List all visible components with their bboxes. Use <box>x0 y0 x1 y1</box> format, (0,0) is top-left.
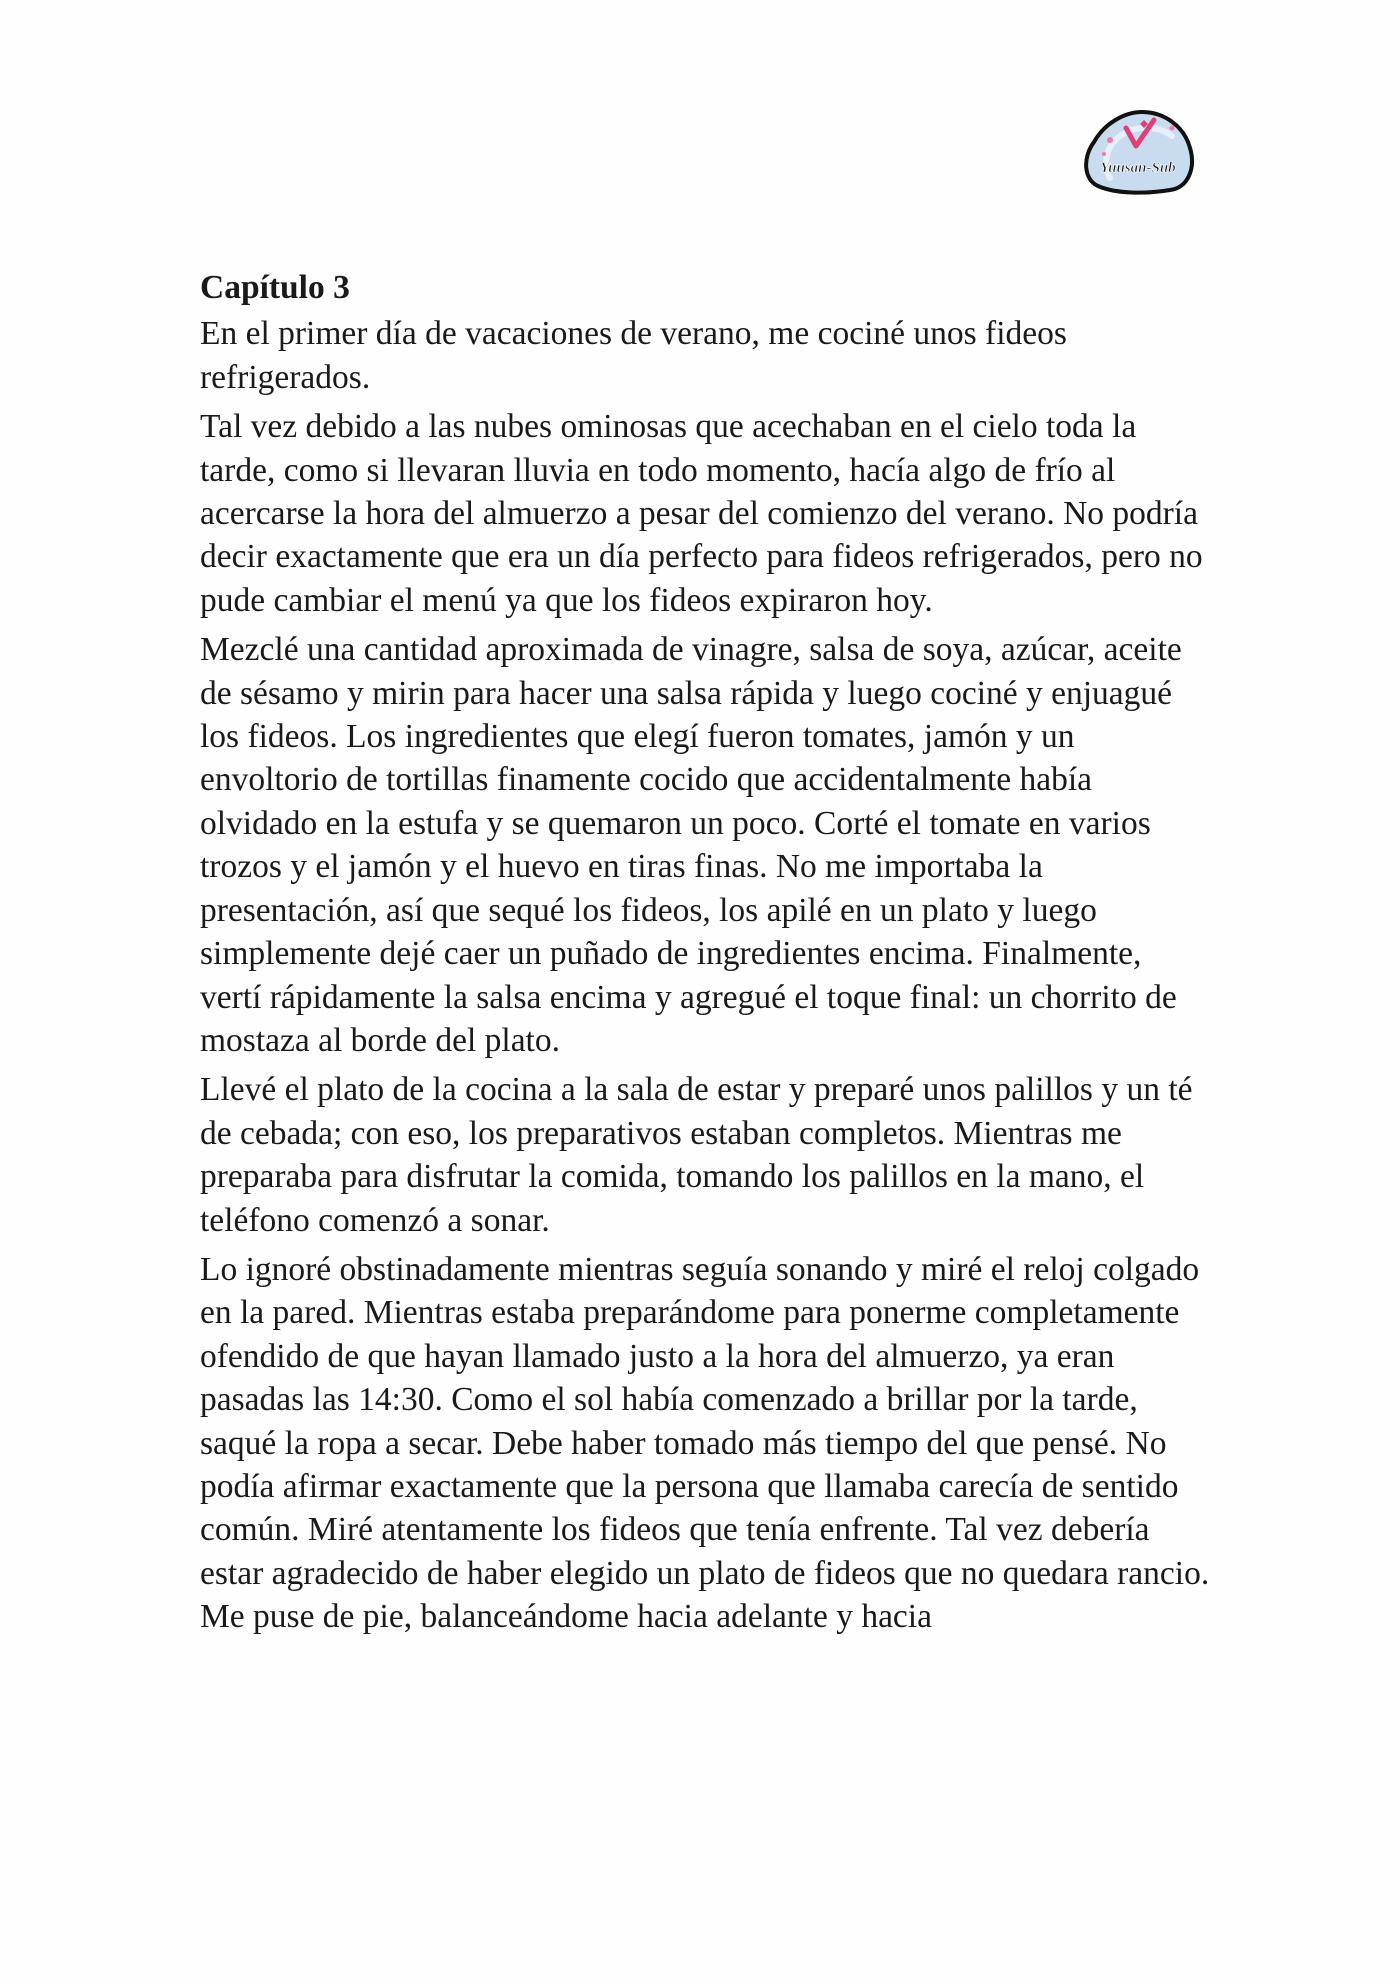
logo-text: Yuusan-Sub <box>1100 160 1176 176</box>
chapter-body <box>200 266 1210 1645</box>
watermark-logo <box>1080 106 1196 196</box>
yuusan-sub-logo-icon <box>1080 106 1196 196</box>
paragraph: Mezclé una cantidad aproximada de vinagre, salsa de soya, azúcar, aceite de sésamo y mirin para hacer una salsa rápida y luego cociné y enjuagué los fideos. Los ingredientes que elegí fueron tomates, jamón y un envoltorio de tortillas finamente cocido que accidentalmente había olvidado en la estufa y se quemaron un poco. Corté el tomate en varios trozos y el jamón y el huevo en tiras finas. No me importaba la presentación, así que sequé los fideos, los apilé en un plato y luego simplemente dejé caer un puñado de ingredientes encima. Finalmente, vertí rápidamente la salsa encima y agregué el toque final: un chorrito de mostaza al borde del plato. <box>200 631 1182 1059</box>
paragraph: Llevé el plato de la cocina a la sala de estar y preparé unos palillos y un té de cebada; con eso, los preparativos estaban completos. Mientras me preparaba para disfrutar la comida, tomando los palillos en la mano, el teléfono comenzó a sonar. <box>200 1071 1193 1239</box>
paragraph: En el primer día de vacaciones de verano, me cociné unos fideos refrigerados. <box>200 315 1067 396</box>
paragraph: Tal vez debido a las nubes ominosas que acechaban en el cielo toda la tarde, como si llevaran lluvia en todo momento, hacía algo de frío al acercarse la hora del almuerzo a pesar del comienzo del verano. No podría decir exactamente que era un día perfecto para fideos refrigerados, pero no pude cambiar el menú ya que los fideos expiraron hoy. <box>200 408 1203 619</box>
paragraph: Lo ignoré obstinadamente mientras seguía sonando y miré el reloj colgado en la pared. Mientras estaba preparándome para ponerme completamente ofendido de que hayan llamado justo a la hora del almuerzo, ya eran pasadas las 14:30. Como el sol había comenzado a brillar por la tarde, saqué la ropa a secar. Debe haber tomado más tiempo del que pensé. No podía afirmar exactamente que la persona que llamaba carecía de sentido común. Miré atentamente los fideos que tenía enfrente. Tal vez debería estar agradecido de haber elegido un plato de fideos que no quedara rancio. Me puse de pie, balanceándome hacia adelante y hacia <box>200 1250 1210 1636</box>
chapter-title: Capítulo 3 <box>200 269 350 306</box>
